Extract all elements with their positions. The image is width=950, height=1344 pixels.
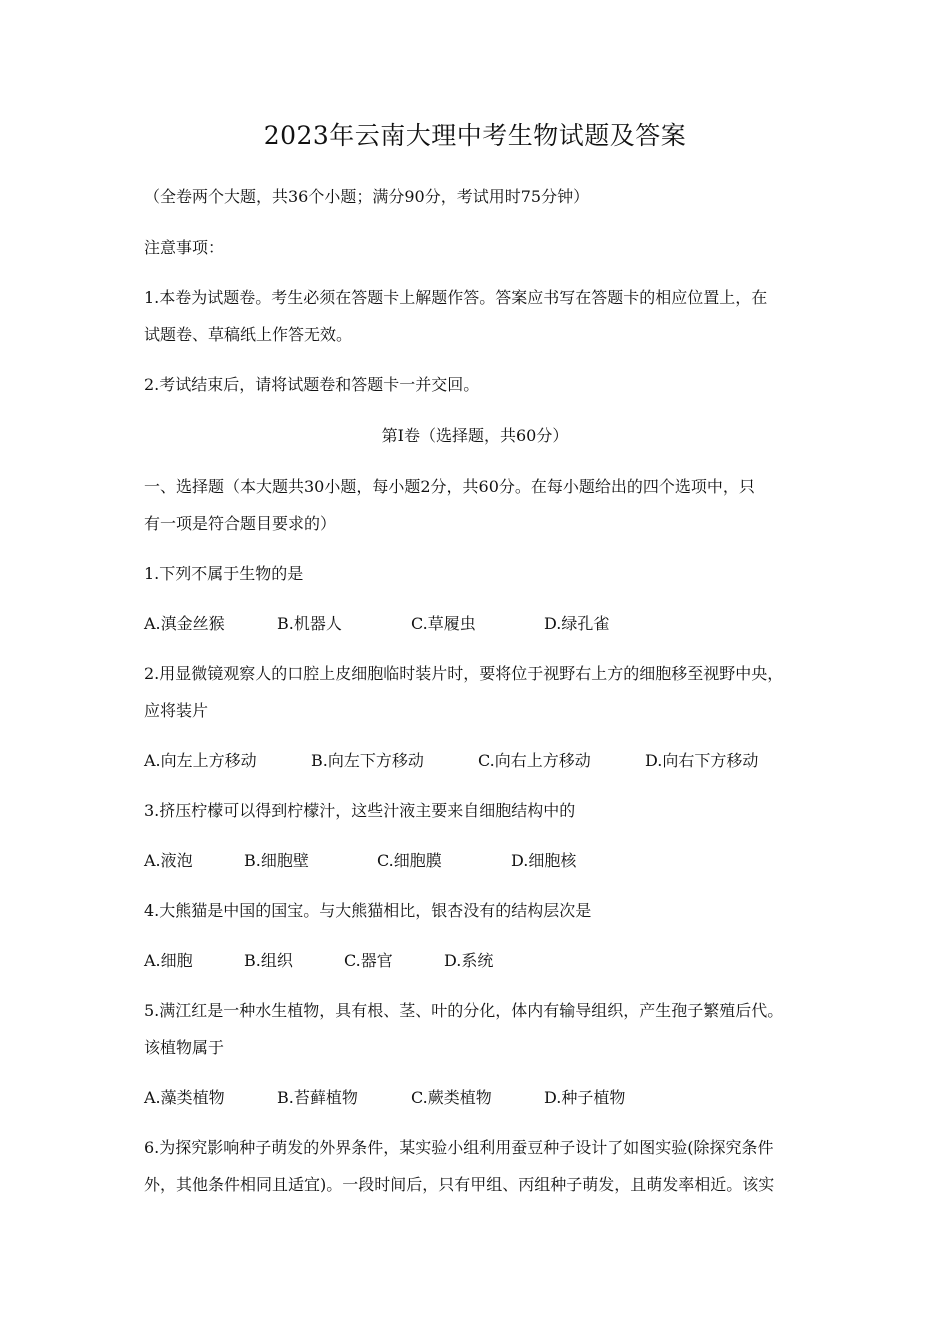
question-5-option-c: C.蕨类植物 — [411, 1088, 492, 1107]
question-2-stem-line2: 应将装片 — [144, 701, 209, 720]
question-2-option-a: A.向左上方移动 — [144, 751, 257, 770]
question-1-option-a: A.滇金丝猴 — [144, 614, 225, 633]
question-3-option-a: A.液泡 — [144, 851, 193, 870]
question-2-option-d: D.向右下方移动 — [645, 751, 759, 770]
part-title: 第Ⅰ卷（选择题，共60分） — [381, 426, 569, 445]
question-6-stem-line1: 6.为探究影响种子萌发的外界条件，某实验小组利用蚕豆种子设计了如图实验(除探究条件 — [144, 1138, 774, 1157]
question-5-option-a: A.藻类植物 — [144, 1088, 225, 1107]
question-3-option-c: C.细胞膜 — [377, 851, 442, 870]
question-3-option-d: D.细胞核 — [511, 851, 577, 870]
question-1-option-b: B.机器人 — [277, 614, 342, 633]
exam-info: （全卷两个大题，共36个小题；满分90分，考试用时75分钟） — [144, 187, 590, 206]
question-5-option-b: B.苔藓植物 — [277, 1088, 358, 1107]
question-4-option-b: B.组织 — [244, 951, 293, 970]
section-instructions-line1: 一、选择题（本大题共30小题，每小题2分，共60分。在每小题给出的四个选项中，只 — [144, 477, 755, 496]
notice-1-line1: 1.本卷为试题卷。考生必须在答题卡上解题作答。答案应书写在答题卡的相应位置上，在 — [144, 288, 768, 307]
notice-2: 2.考试结束后，请将试题卷和答题卡一并交回。 — [144, 375, 480, 394]
question-4-stem: 4.大熊猫是中国的国宝。与大熊猫相比，银杏没有的结构层次是 — [144, 901, 592, 920]
question-2-option-b: B.向左下方移动 — [311, 751, 424, 770]
question-1-stem: 1.下列不属于生物的是 — [144, 564, 304, 583]
question-5-option-d: D.种子植物 — [544, 1088, 626, 1107]
question-2-stem-line1: 2.用显微镜观察人的口腔上皮细胞临时装片时，要将位于视野右上方的细胞移至视野中央， — [144, 664, 784, 683]
question-6-stem-line2: 外，其他条件相同且适宜)。一段时间后，只有甲组、丙组种子萌发，且萌发率相近。该实 — [144, 1175, 775, 1194]
question-5-stem-line2: 该植物属于 — [144, 1038, 225, 1057]
section-instructions-line2: 有一项是符合题目要求的） — [144, 514, 337, 533]
question-5-stem-line1: 5.满江红是一种水生植物，具有根、茎、叶的分化，体内有输导组织，产生孢子繁殖后代。 — [144, 1001, 784, 1020]
question-4-option-c: C.器官 — [344, 951, 393, 970]
question-4-option-d: D.系统 — [444, 951, 494, 970]
question-3-stem: 3.挤压柠檬可以得到柠檬汁，这些汁液主要来自细胞结构中的 — [144, 801, 576, 820]
notice-heading: 注意事项： — [144, 238, 225, 257]
question-2-option-c: C.向右上方移动 — [478, 751, 591, 770]
notice-1-line2: 试题卷、草稿纸上作答无效。 — [144, 325, 353, 344]
page-title: 2023年云南大理中考生物试题及答案 — [263, 121, 687, 150]
question-3-option-b: B.细胞壁 — [244, 851, 309, 870]
question-1-option-c: C.草履虫 — [411, 614, 476, 633]
question-4-option-a: A.细胞 — [144, 951, 193, 970]
question-1-option-d: D.绿孔雀 — [544, 614, 610, 633]
